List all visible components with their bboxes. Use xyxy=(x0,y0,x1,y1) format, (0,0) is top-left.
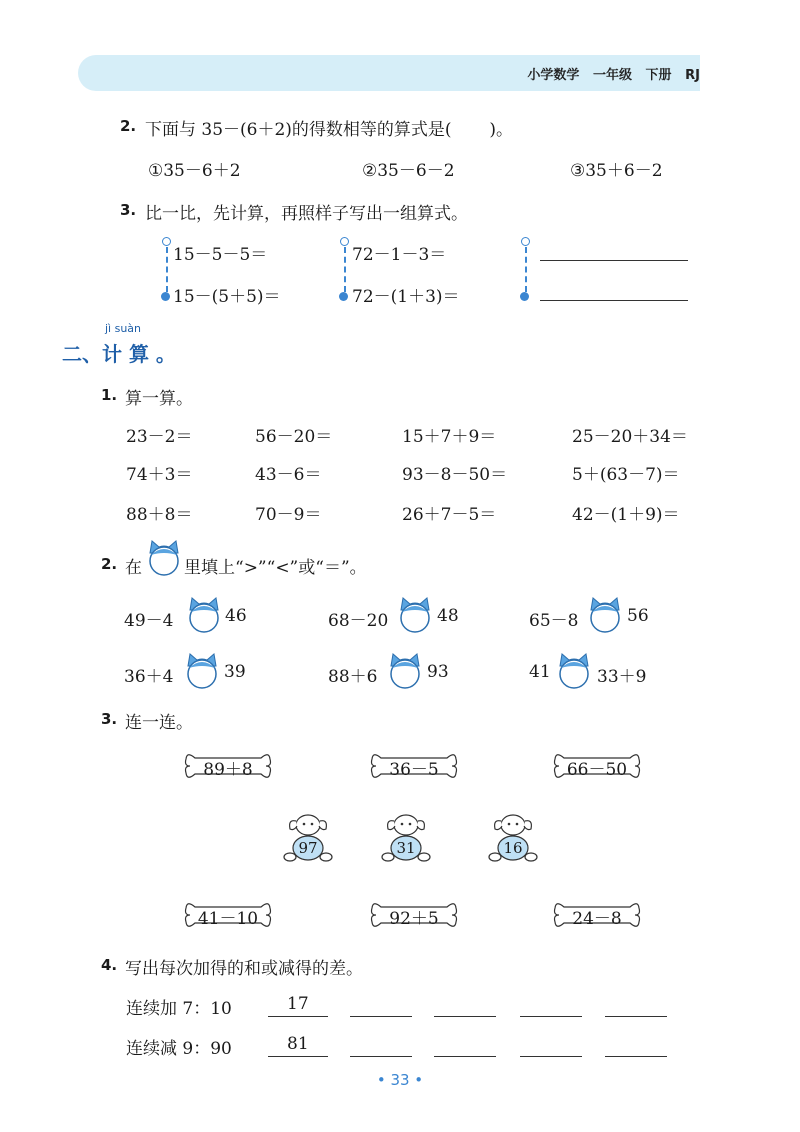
cat-circle-icon xyxy=(145,537,183,577)
book-volume: 下册 xyxy=(645,68,672,83)
section-pinyin: jì suàn xyxy=(105,322,142,335)
answer-blank[interactable] xyxy=(434,1016,496,1017)
dog-number[interactable]: 16 xyxy=(503,839,523,857)
bracket-bottom-dot xyxy=(520,292,529,301)
section-title: 二、计 算 。 xyxy=(62,342,176,366)
compare-left: 41 xyxy=(529,662,551,682)
q3-stem: 比一比，先计算，再照样子写出一组算式。 xyxy=(145,204,468,224)
answer-blank[interactable] xyxy=(605,1056,667,1057)
compare-right: 48 xyxy=(437,606,459,626)
bottom-bone-expr[interactable]: 41－10 xyxy=(197,909,259,929)
answer-blank[interactable] xyxy=(540,300,688,301)
bracket-line xyxy=(344,247,346,292)
compare-right: 46 xyxy=(225,606,247,626)
bracket-bottom-dot xyxy=(161,292,170,301)
cat-circle-icon[interactable] xyxy=(183,650,221,690)
q3-number: 3. xyxy=(120,201,137,219)
answer-blank[interactable] xyxy=(350,1056,412,1057)
compare-stem-prefix: 在 xyxy=(125,558,142,578)
book-header xyxy=(527,64,700,83)
calc-item: 23－2＝ xyxy=(126,427,193,447)
calc-item: 42－(1＋9)＝ xyxy=(572,505,680,525)
cat-circle-icon[interactable] xyxy=(586,594,624,634)
bracket-top-dot xyxy=(521,237,530,246)
compare-left: 49－4 xyxy=(124,611,174,631)
cat-circle-icon[interactable] xyxy=(185,594,223,634)
calc-item: 15＋7＋9＝ xyxy=(402,427,497,447)
answer-blank xyxy=(268,1016,328,1017)
q2-option-2[interactable]: ②35－6－2 xyxy=(362,161,455,181)
cat-circle-icon[interactable] xyxy=(555,650,593,690)
q2-number: 2. xyxy=(120,117,137,135)
compare-right: 33＋9 xyxy=(597,667,647,687)
top-bone-expr[interactable]: 66－50 xyxy=(566,760,628,780)
calc-item: 43－6＝ xyxy=(255,465,322,485)
calc-item: 5＋(63－7)＝ xyxy=(572,465,680,485)
calc-item: 26＋7－5＝ xyxy=(402,505,497,525)
compare-stem-suffix: 里填上“>”“<”或“＝”。 xyxy=(184,558,367,578)
answer-blank[interactable] xyxy=(520,1016,582,1017)
answer-blank[interactable] xyxy=(605,1016,667,1017)
calc-item: 88＋8＝ xyxy=(126,505,193,525)
book-edition: RJ xyxy=(685,68,700,83)
compare-right: 56 xyxy=(627,606,649,626)
bracket-bottom-dot xyxy=(339,292,348,301)
bracket-top-dot xyxy=(340,237,349,246)
q2-option-3[interactable]: ③35＋6－2 xyxy=(570,161,663,181)
sequence-label: 连续减 9：90 xyxy=(126,1039,232,1059)
answer-blank[interactable] xyxy=(350,1016,412,1017)
sequence-label: 连续加 7：10 xyxy=(126,999,232,1019)
top-bone-expr[interactable]: 36－5 xyxy=(389,760,439,780)
connect-number: 3. xyxy=(101,710,118,728)
top-bone-expr[interactable]: 89＋8 xyxy=(203,760,253,780)
cat-circle-icon[interactable] xyxy=(396,594,434,634)
calc-stem: 算一算。 xyxy=(125,389,193,409)
answer-blank[interactable] xyxy=(434,1056,496,1057)
calc-item: 56－20＝ xyxy=(255,427,333,447)
calc-item: 74＋3＝ xyxy=(126,465,193,485)
calc-item: 93－8－50＝ xyxy=(402,465,508,485)
sequence-stem: 写出每次加得的和或减得的差。 xyxy=(125,959,363,979)
bracket-line xyxy=(525,247,527,292)
book-title: 小学数学 xyxy=(527,68,580,83)
bottom-bone-expr[interactable]: 24－8 xyxy=(572,909,622,929)
calc-number: 1. xyxy=(101,386,118,404)
compare-number: 2. xyxy=(101,555,118,573)
answer-blank[interactable] xyxy=(540,260,688,261)
compare-right: 39 xyxy=(224,662,246,682)
compare-right: 93 xyxy=(427,662,449,682)
q3-pair1-bottom: 15－(5＋5)＝ xyxy=(173,287,281,307)
q3-pair2-top: 72－1－3＝ xyxy=(352,245,447,265)
sequence-number: 4. xyxy=(101,956,118,974)
answer-blank[interactable] xyxy=(520,1056,582,1057)
compare-left: 36＋4 xyxy=(124,667,174,687)
sequence-first-value: 81 xyxy=(287,1034,309,1054)
bottom-bone-expr[interactable]: 92＋5 xyxy=(389,909,439,929)
bracket-top-dot xyxy=(162,237,171,246)
calc-item: 70－9＝ xyxy=(255,505,322,525)
answer-blank xyxy=(268,1056,328,1057)
q2-stem: 下面与 35－(6＋2)的得数相等的算式是( )。 xyxy=(145,120,514,140)
compare-left: 65－8 xyxy=(529,611,579,631)
connect-stem: 连一连。 xyxy=(125,713,193,733)
dog-number[interactable]: 97 xyxy=(298,839,318,857)
dog-number[interactable]: 31 xyxy=(396,839,416,857)
compare-left: 68－20 xyxy=(328,611,389,631)
compare-left: 88＋6 xyxy=(328,667,378,687)
q2-option-1[interactable]: ①35－6＋2 xyxy=(148,161,241,181)
cat-circle-icon[interactable] xyxy=(386,650,424,690)
q3-pair1-top: 15－5－5＝ xyxy=(173,245,268,265)
page-number: • 33 • xyxy=(376,1071,424,1089)
sequence-first-value: 17 xyxy=(287,994,309,1014)
q3-pair2-bottom: 72－(1＋3)＝ xyxy=(352,287,460,307)
calc-item: 25－20＋34＝ xyxy=(572,427,688,447)
book-grade: 一年级 xyxy=(592,68,632,83)
bracket-line xyxy=(166,247,168,292)
